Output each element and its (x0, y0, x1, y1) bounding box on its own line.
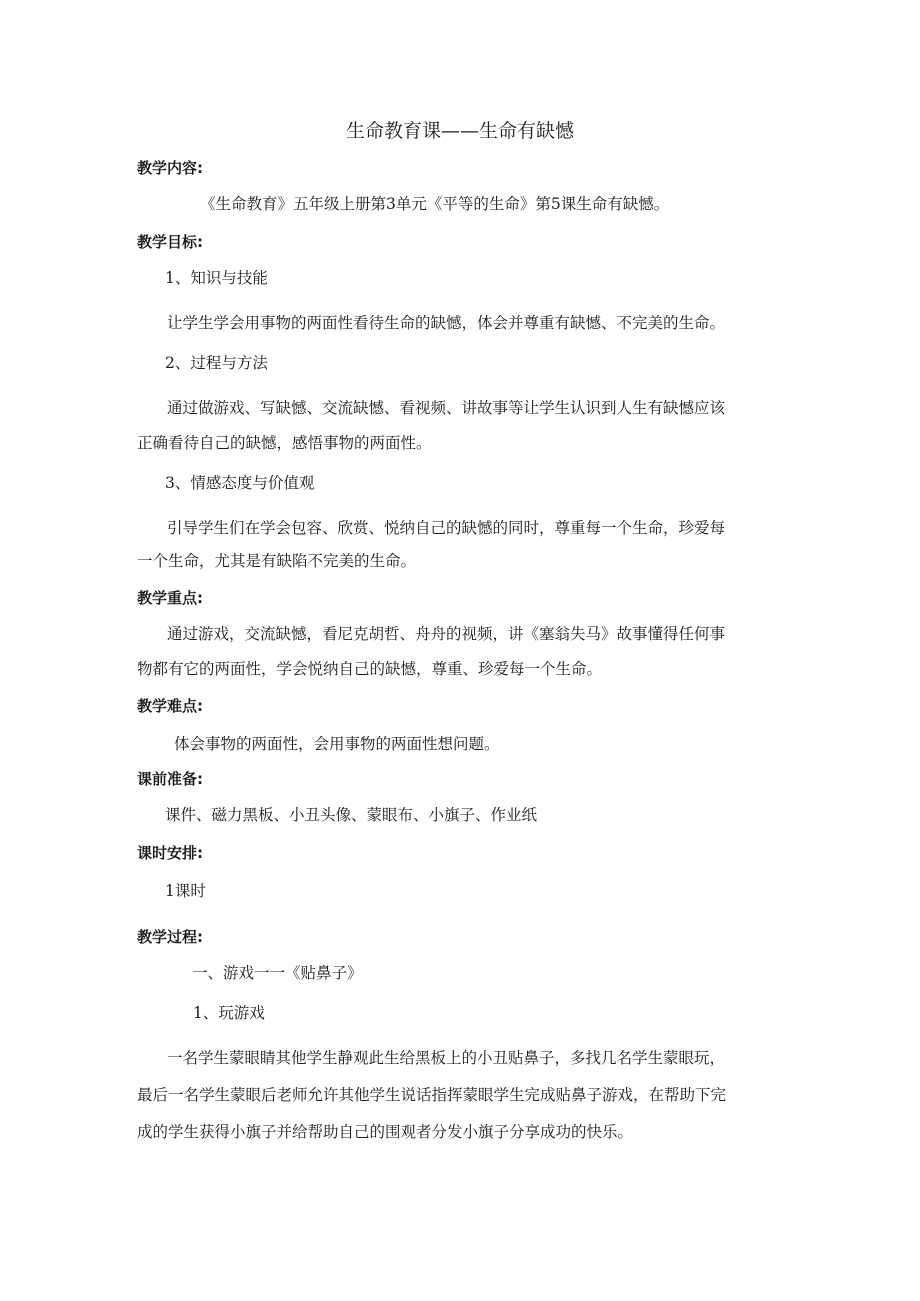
goal-3-text-line1: 引导学生们在学会包容、欣赏、悦纳自己的缺憾的同时，尊重每一个生命，珍爱每 (167, 519, 726, 537)
process-paragraph-line1: 一名学生蒙眼睛其他学生静观此生给黑板上的小丑贴鼻子，多找几名学生蒙眼玩， (167, 1049, 726, 1067)
heading-preparation: 课前准备: (137, 770, 203, 788)
heading-schedule: 课时安排: (137, 844, 203, 862)
goal-1-text: 让学生学会用事物的两面性看待生命的缺憾，体会并尊重有缺憾、不完美的生命。 (167, 314, 726, 332)
goal-2-text-line2: 正确看待自己的缺憾，感悟事物的两面性。 (137, 434, 432, 452)
goal-3-title: 3、情感态度与价值观 (165, 474, 315, 492)
process-step-1-1: 1、玩游戏 (193, 1004, 265, 1022)
goal-1-title: 1、知识与技能 (165, 269, 268, 287)
heading-teaching-goals: 教学目标: (137, 233, 203, 251)
preparation-text: 课件、磁力黑板、小丑头像、蒙眼布、小旗子、作业纸 (165, 806, 538, 824)
difficulties-text: 体会事物的两面性，会用事物的两面性想问题。 (174, 735, 500, 753)
teaching-content-text: 《生命教育》五年级上册第3单元《平等的生命》第5课生命有缺憾。 (200, 195, 670, 213)
key-points-line2: 物都有它的两面性，学会悦纳自己的缺憾，尊重、珍爱每一个生命。 (137, 660, 603, 678)
process-paragraph-line3: 成的学生获得小旗子并给帮助自己的围观者分发小旗子分享成功的快乐。 (137, 1123, 634, 1141)
process-step-1: 一、游戏一一《贴鼻子》 (192, 964, 363, 982)
schedule-text: 1课时 (165, 882, 206, 900)
goal-3-text-line2: 一个生命，尤其是有缺陷不完美的生命。 (137, 552, 417, 570)
document-title: 生命教育课——生命有缺憾 (345, 120, 574, 142)
key-points-line1: 通过游戏，交流缺憾，看尼克胡哲、舟舟的视频，讲《塞翁失马》故事懂得任何事 (167, 625, 726, 643)
goal-2-text-line1: 通过做游戏、写缺憾、交流缺憾、看视频、讲故事等让学生认识到人生有缺憾应该 (167, 399, 726, 417)
heading-difficulties: 教学难点: (137, 697, 203, 715)
heading-teaching-content: 教学内容: (137, 159, 203, 177)
process-paragraph-line2: 最后一名学生蒙眼后老师允许其他学生说话指挥蒙眼学生完成贴鼻子游戏，在帮助下完 (137, 1086, 727, 1104)
heading-key-points: 教学重点: (137, 589, 203, 607)
heading-process: 教学过程: (137, 928, 203, 946)
goal-2-title: 2、过程与方法 (165, 354, 268, 372)
